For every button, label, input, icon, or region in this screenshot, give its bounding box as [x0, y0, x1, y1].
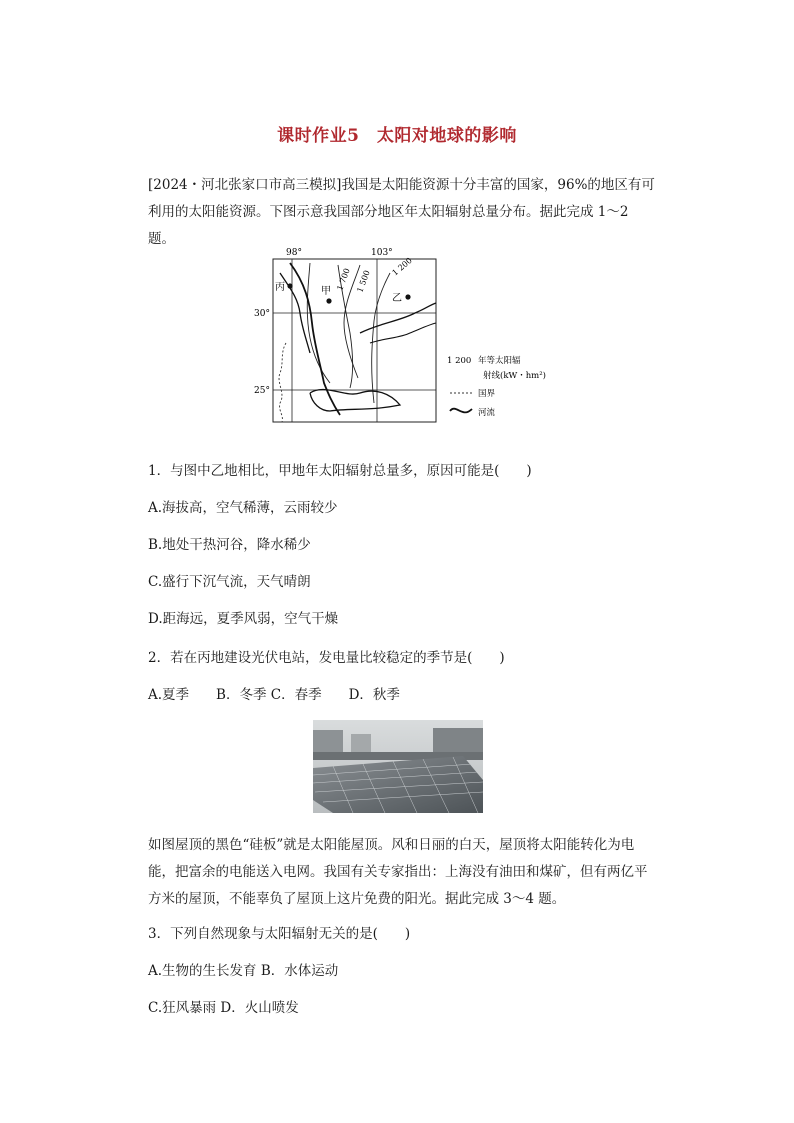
intro-paragraph-2: 如图屋顶的黑色“硅板”就是太阳能屋顶。风和日丽的白天，屋顶将太阳能转化为电能，把富余的电能送入电网。我国有关专家指出：上海没有油田和煤矿，但有两亿平方米的屋顶，不能辜负了屋顶上这片免费的阳光。据此完成 3～4 题。 — [148, 837, 648, 907]
place-jia-label: 甲 — [321, 286, 331, 297]
lat-label-30: 30° — [254, 309, 270, 319]
national-border — [279, 343, 286, 422]
question-2-stem: 2．若在丙地建设光伏电站，发电量比较稳定的季节是( ) — [148, 650, 505, 666]
q3-options-line-2: C.狂风暴雨 D．火山喷发 — [148, 1000, 299, 1016]
river-line-1 — [290, 263, 340, 415]
legend-river-sample — [450, 409, 472, 413]
place-bing-label: 丙 — [275, 282, 285, 293]
question-1-stem: 1．与图中乙地相比，甲地年太阳辐射总量多，原因可能是( ) — [148, 463, 532, 479]
legend-border-text: 国界 — [478, 389, 496, 399]
place-yi-label: 乙 — [392, 293, 402, 304]
legend-isoline-sample: 1 200 — [447, 356, 472, 366]
river-line-3 — [310, 389, 400, 411]
q3-options-line-1: A.生物的生长发育 B．水体运动 — [148, 963, 339, 979]
q1-option-b: B.地处干热河谷，降水稀少 — [148, 537, 311, 553]
map-legend — [447, 355, 546, 418]
place-yi-marker — [405, 294, 410, 299]
intro-paragraph-1: [2024・河北张家口市高三模拟]我国是太阳能资源十分丰富的国家，96%的地区有可利用的太阳能资源。下图示意我国部分地区年太阳辐射总量分布。据此完成 1～2 题。 — [148, 177, 655, 247]
place-bing-marker — [287, 283, 292, 288]
legend-river-text: 河流 — [478, 408, 496, 418]
isoline-1700 — [307, 263, 330, 383]
legend-isoline-text-1: 年等太阳辐 — [478, 356, 521, 366]
lat-label-25: 25° — [254, 386, 270, 396]
solar-roof-photo — [313, 720, 483, 813]
q2-options: A.夏季 B．冬季 C．春季 D．秋季 — [148, 687, 400, 703]
contour-label-1700: 1 700 — [335, 267, 352, 292]
q1-option-c: C.盛行下沉气流，天气晴朗 — [148, 574, 311, 590]
solar-radiation-map — [250, 243, 546, 433]
river-line-4 — [360, 303, 436, 333]
legend-isoline-text-2: 射线(kW・hm²) — [483, 371, 546, 381]
river-line-5 — [370, 323, 436, 343]
lon-label-103: 103° — [371, 248, 393, 258]
contour-label-1500: 1 500 — [355, 269, 372, 294]
q1-option-d: D.距海远，夏季风弱，空气干燥 — [148, 611, 339, 627]
isoline-1200 — [372, 273, 390, 403]
place-jia-marker — [326, 298, 331, 303]
contour-label-1200: 1 200 — [390, 255, 414, 278]
q1-option-a: A.海拔高，空气稀薄，云雨较少 — [148, 500, 338, 516]
page-title: 课时作业5 太阳对地球的影响 — [277, 126, 517, 146]
lon-label-98: 98° — [286, 248, 302, 258]
question-3-stem: 3．下列自然现象与太阳辐射无关的是( ) — [148, 926, 411, 942]
